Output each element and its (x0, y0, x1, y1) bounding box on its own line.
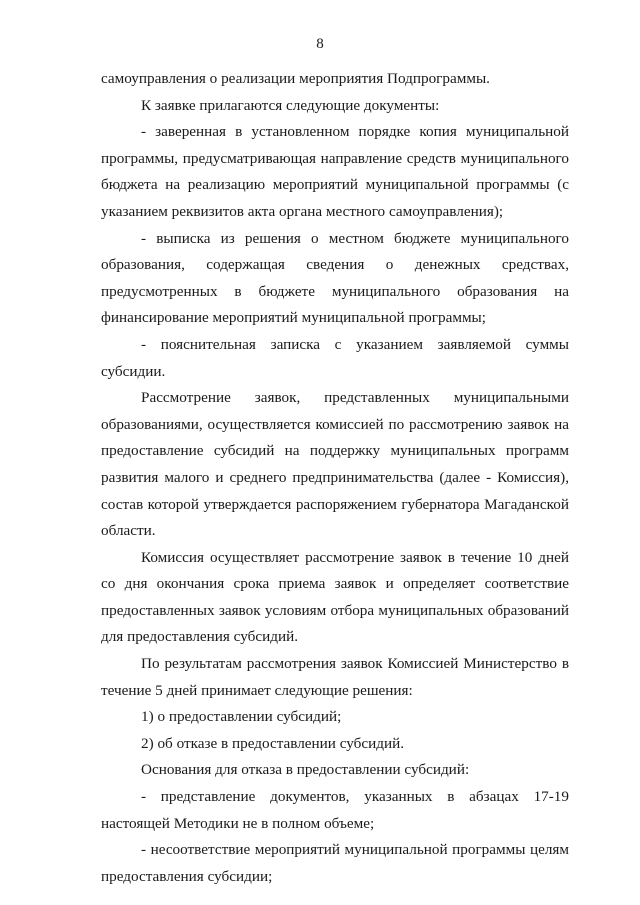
paragraph: Комиссия осуществляет рассмотрение заявок в течение 10 дней со дня окончания срока приема заявок и определяет соответствие предоставленных заявок условиям отбора муниципальных образований для предоставления субсидий. (101, 548, 569, 646)
list-item: - представление документов, указанных в абзацах 17-19 настоящей Методики не в полном объеме; (101, 788, 569, 832)
paragraph: - пояснительная записка с указанием заявляемой суммы субсидии. (101, 335, 569, 380)
paragraph: Рассмотрение заявок, представленных муниципальными образованиями, осуществляется комиссией по рассмотрению заявок на предоставление субсидий на поддержку муниципальных программ развития малого и среднего предпринимательства (далее - Комиссия), состав которой утверждается распоряжением губернатора Магаданской области. (101, 389, 569, 540)
page-number: 8 (316, 36, 324, 52)
document-body (101, 66, 569, 890)
paragraph: К заявке прилагаются следующие документы: (141, 96, 440, 114)
paragraph: - выписка из решения о местном бюджете муниципального образования, содержащая сведения о денежных средствах, предусмотренных в бюджете муниципального образования на финансирование мероприятий муниципальной программы; (101, 229, 569, 327)
paragraph: Основания для отказа в предоставлении субсидий: (141, 761, 470, 779)
paragraph: - заверенная в установленном порядке копия муниципальной программы, предусматривающая направление средств муниципального бюджета на реализацию мероприятий муниципальной программы (с указанием реквизитов акта органа местного самоуправления); (101, 123, 569, 220)
list-item: - несоответствие мероприятий муниципальной программы целям предоставления субсидии; (101, 841, 569, 885)
paragraph: По результатам рассмотрения заявок Комиссией Министерство в течение 5 дней принимает следующие решения: (101, 655, 569, 699)
paragraph: самоуправления о реализации мероприятия Подпрограммы. (101, 70, 490, 87)
list-item: 2) об отказе в предоставлении субсидий. (141, 734, 405, 752)
list-item: 1) о предоставлении субсидий; (141, 708, 342, 726)
